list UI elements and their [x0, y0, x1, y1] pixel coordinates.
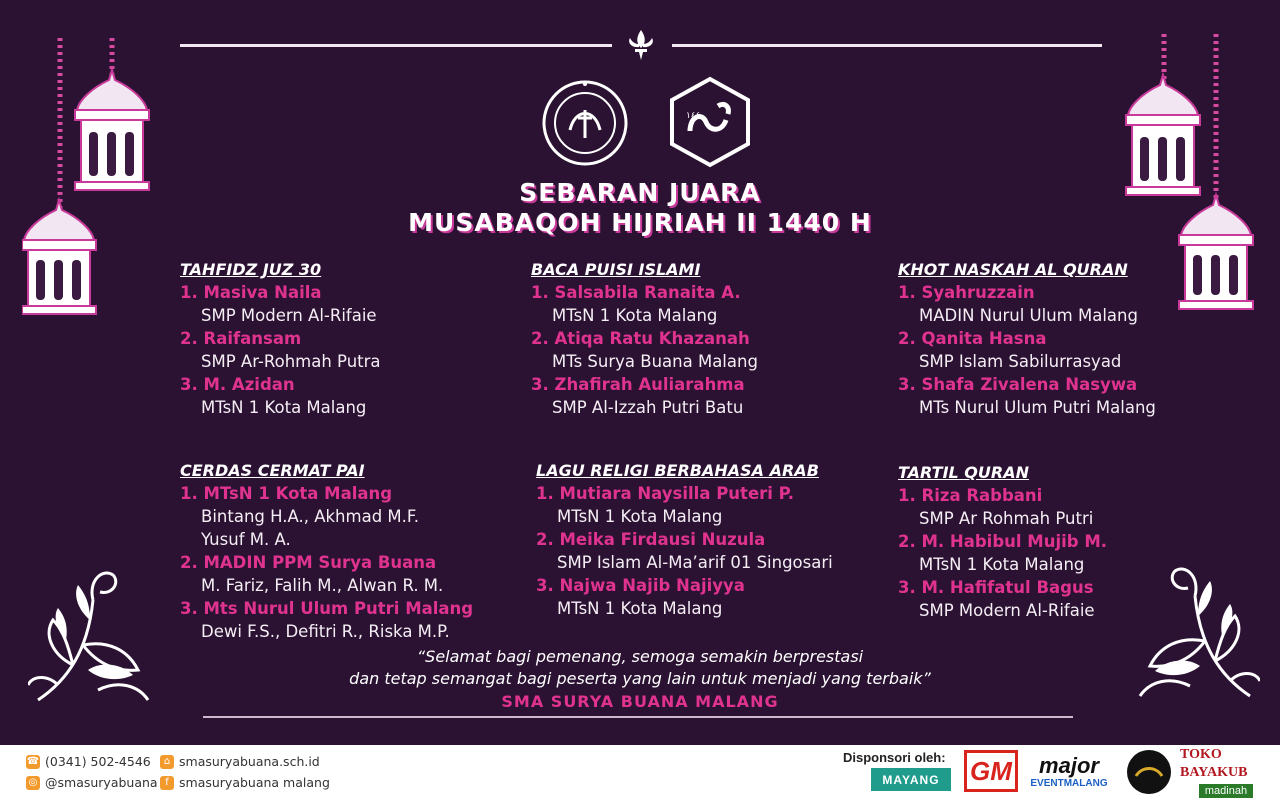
winner-name: 2. Atiqa Ratu Khazanah: [531, 329, 750, 348]
winner-school: MTs Surya Buana Malang: [552, 352, 758, 371]
winner-name: 1. MTsN 1 Kota Malang: [180, 484, 393, 503]
winner-name: 2. Meika Firdausi Nuzula: [536, 530, 766, 549]
category-khot-naskah: [898, 259, 1156, 419]
winner-name: 2. M. Habibul Mujib M.: [898, 532, 1108, 551]
winner-school: MTsN 1 Kota Malang: [919, 555, 1085, 574]
winner-school: MTsN 1 Kota Malang: [557, 599, 723, 618]
phone-text: (0341) 502-4546: [45, 754, 151, 769]
category-tahfidz: [180, 259, 381, 419]
quote-line-1: “Selamat bagi pemenang, semoga semakin berprestasi: [416, 647, 864, 666]
winner-name: 3. M. Azidan: [180, 375, 295, 394]
contact-website[interactable]: [160, 754, 320, 769]
category-title: KHOT NASKAH AL QURAN: [898, 260, 1128, 279]
winner-school: MTsN 1 Kota Malang: [557, 507, 723, 526]
winner-name: 3. Zhafirah Auliarahma: [531, 375, 745, 394]
winner-school: SMP Ar-Rohmah Putra: [201, 352, 381, 371]
category-title: CERDAS CERMAT PAI: [180, 461, 365, 480]
sponsor-gm-text: GM: [970, 755, 1012, 786]
sponsor-label: Disponsori oleh:: [843, 750, 946, 765]
winner-school: SMP Modern Al-Rifaie: [919, 601, 1095, 620]
team-members: Bintang H.A., Akhmad M.F.: [201, 507, 419, 526]
sponsor-badge-logo: [1127, 750, 1171, 794]
instagram-icon: ◎: [26, 776, 40, 790]
top-divider-left: [180, 44, 612, 47]
sponsor-bayakub-text: TOKO BAYAKUB: [1180, 747, 1248, 780]
sponsor-badge-icon: [1134, 762, 1164, 782]
winner-school: SMP Modern Al-Rifaie: [201, 306, 377, 325]
winner-name: 1. Salsabila Ranaita A.: [531, 283, 741, 302]
lantern-left-icon: [22, 30, 154, 320]
winner-school: MTsN 1 Kota Malang: [552, 306, 718, 325]
winner-school: MADIN Nurul Ulum Malang: [919, 306, 1138, 325]
winner-name: 1. Mutiara Naysilla Puteri P.: [536, 484, 794, 503]
winner-school: SMP Al-Izzah Putri Batu: [552, 398, 744, 417]
closing-quote: [0, 646, 1280, 690]
top-divider-right: [672, 44, 1102, 47]
team-members: Yusuf M. A.: [201, 530, 291, 549]
winner-school: MTs Nurul Ulum Putri Malang: [919, 398, 1156, 417]
category-tartil-quran: [898, 462, 1107, 622]
sponsor-mayang-text: MAYANG: [882, 772, 940, 787]
winner-school: MTsN 1 Kota Malang: [201, 398, 367, 417]
sponsor-gm-logo: [964, 750, 1018, 792]
hijri-1440-logo-icon: [668, 76, 752, 168]
winner-name: 3. Shafa Zivalena Nasywa: [898, 375, 1138, 394]
winner-name: 1. Riza Rabbani: [898, 486, 1043, 505]
phone-icon: ☎: [26, 755, 40, 767]
winner-name: 3. Mts Nurul Ulum Putri Malang: [180, 599, 474, 618]
winner-name: 2. MADIN PPM Surya Buana: [180, 553, 437, 572]
website-text: smasuryabuana.sch.id: [179, 754, 320, 769]
contact-instagram[interactable]: [26, 775, 158, 790]
title-line-2: MUSABAQOH HIJRIAH II 1440 H: [408, 208, 872, 237]
title-line-1: SEBARAN JUARA: [519, 178, 761, 207]
sponsor-mayang-logo: [871, 768, 951, 791]
sponsor-major-subtext: EVENTMALANG: [1030, 777, 1108, 789]
winner-name: 3. M. Hafifatul Bagus: [898, 578, 1094, 597]
winner-name: 1. Masiva Naila: [180, 283, 322, 302]
school-name: SMA SURYA BUANA MALANG: [501, 692, 779, 711]
category-title: LAGU RELIGI BERBAHASA ARAB: [536, 461, 819, 480]
page-title: [0, 178, 1280, 238]
contact-phone: [26, 754, 151, 769]
winner-name: 2. Qanita Hasna: [898, 329, 1047, 348]
winner-school: SMP Ar Rohmah Putri: [919, 509, 1094, 528]
home-icon: ⌂: [160, 755, 174, 769]
category-title: TAHFIDZ JUZ 30: [180, 260, 322, 279]
category-title: TARTIL QURAN: [898, 463, 1029, 482]
contact-facebook[interactable]: [160, 775, 330, 790]
team-members: M. Fariz, Falih M., Alwan R. M.: [201, 576, 444, 595]
sponsor-major-text: major: [1039, 752, 1099, 778]
quote-line-2: dan tetap semangat bagi peserta yang lain untuk menjadi yang terbaik”: [349, 669, 931, 688]
school-logo-icon: [540, 78, 630, 168]
facebook-text: smasuryabuana malang: [179, 775, 330, 790]
bottom-divider: [203, 716, 1073, 718]
category-cerdas-cermat: [180, 460, 473, 643]
winner-school: SMP Islam Al-Ma’arif 01 Singosari: [557, 553, 833, 572]
winner-name: 3. Najwa Najib Najiyya: [536, 576, 745, 595]
footer: [0, 745, 1280, 798]
sponsor-madinah-text: madinah: [1199, 784, 1253, 798]
instagram-text: @smasuryabuana: [45, 775, 158, 790]
svg-text:١٤٤٠: ١٤٤٠: [686, 111, 706, 121]
winner-name: 1. Syahruzzain: [898, 283, 1035, 302]
category-baca-puisi: [531, 259, 758, 419]
facebook-icon: f: [160, 776, 174, 790]
category-lagu-religi: [536, 460, 833, 620]
category-title: BACA PUISI ISLAMI: [531, 260, 701, 279]
winner-school: SMP Islam Sabilurrasyad: [919, 352, 1122, 371]
winner-name: 2. Raifansam: [180, 329, 302, 348]
sponsor-major-logo: [1022, 749, 1116, 793]
team-members: Dewi F.S., Defitri R., Riska M.P.: [201, 622, 450, 641]
fleur-de-lis-icon: [624, 28, 658, 62]
sponsor-bayakub-logo: [1180, 749, 1272, 795]
